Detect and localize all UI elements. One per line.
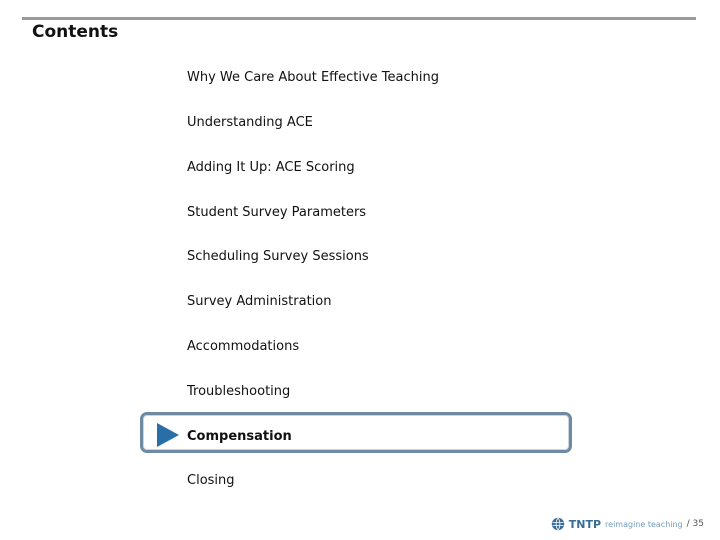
tntp-globe-icon — [551, 517, 565, 531]
toc-item-scheduling-sessions[interactable]: Scheduling Survey Sessions — [187, 249, 369, 264]
toc-item-survey-parameters[interactable]: Student Survey Parameters — [187, 205, 367, 220]
logo-text: TNTP — [568, 517, 602, 531]
footer — [551, 516, 704, 532]
toc-item-accommodations[interactable]: Accommodations — [187, 339, 300, 354]
toc-item-troubleshooting[interactable]: Troubleshooting — [187, 384, 291, 399]
triangle-right-icon — [157, 423, 179, 447]
toc-item-why-we-care[interactable]: Why We Care About Effective Teaching — [187, 70, 439, 85]
toc-item-compensation[interactable]: Compensation — [187, 429, 292, 444]
toc-item-closing[interactable]: Closing — [187, 473, 235, 488]
toc-item-survey-administration[interactable]: Survey Administration — [187, 294, 332, 309]
toc-item-ace-scoring[interactable]: Adding It Up: ACE Scoring — [187, 160, 355, 175]
page-title: Contents — [32, 22, 119, 42]
logo-tagline: reimagine teaching — [605, 519, 683, 529]
page-number: / 35 — [686, 519, 704, 529]
toc-item-understanding-ace[interactable]: Understanding ACE — [187, 115, 313, 130]
